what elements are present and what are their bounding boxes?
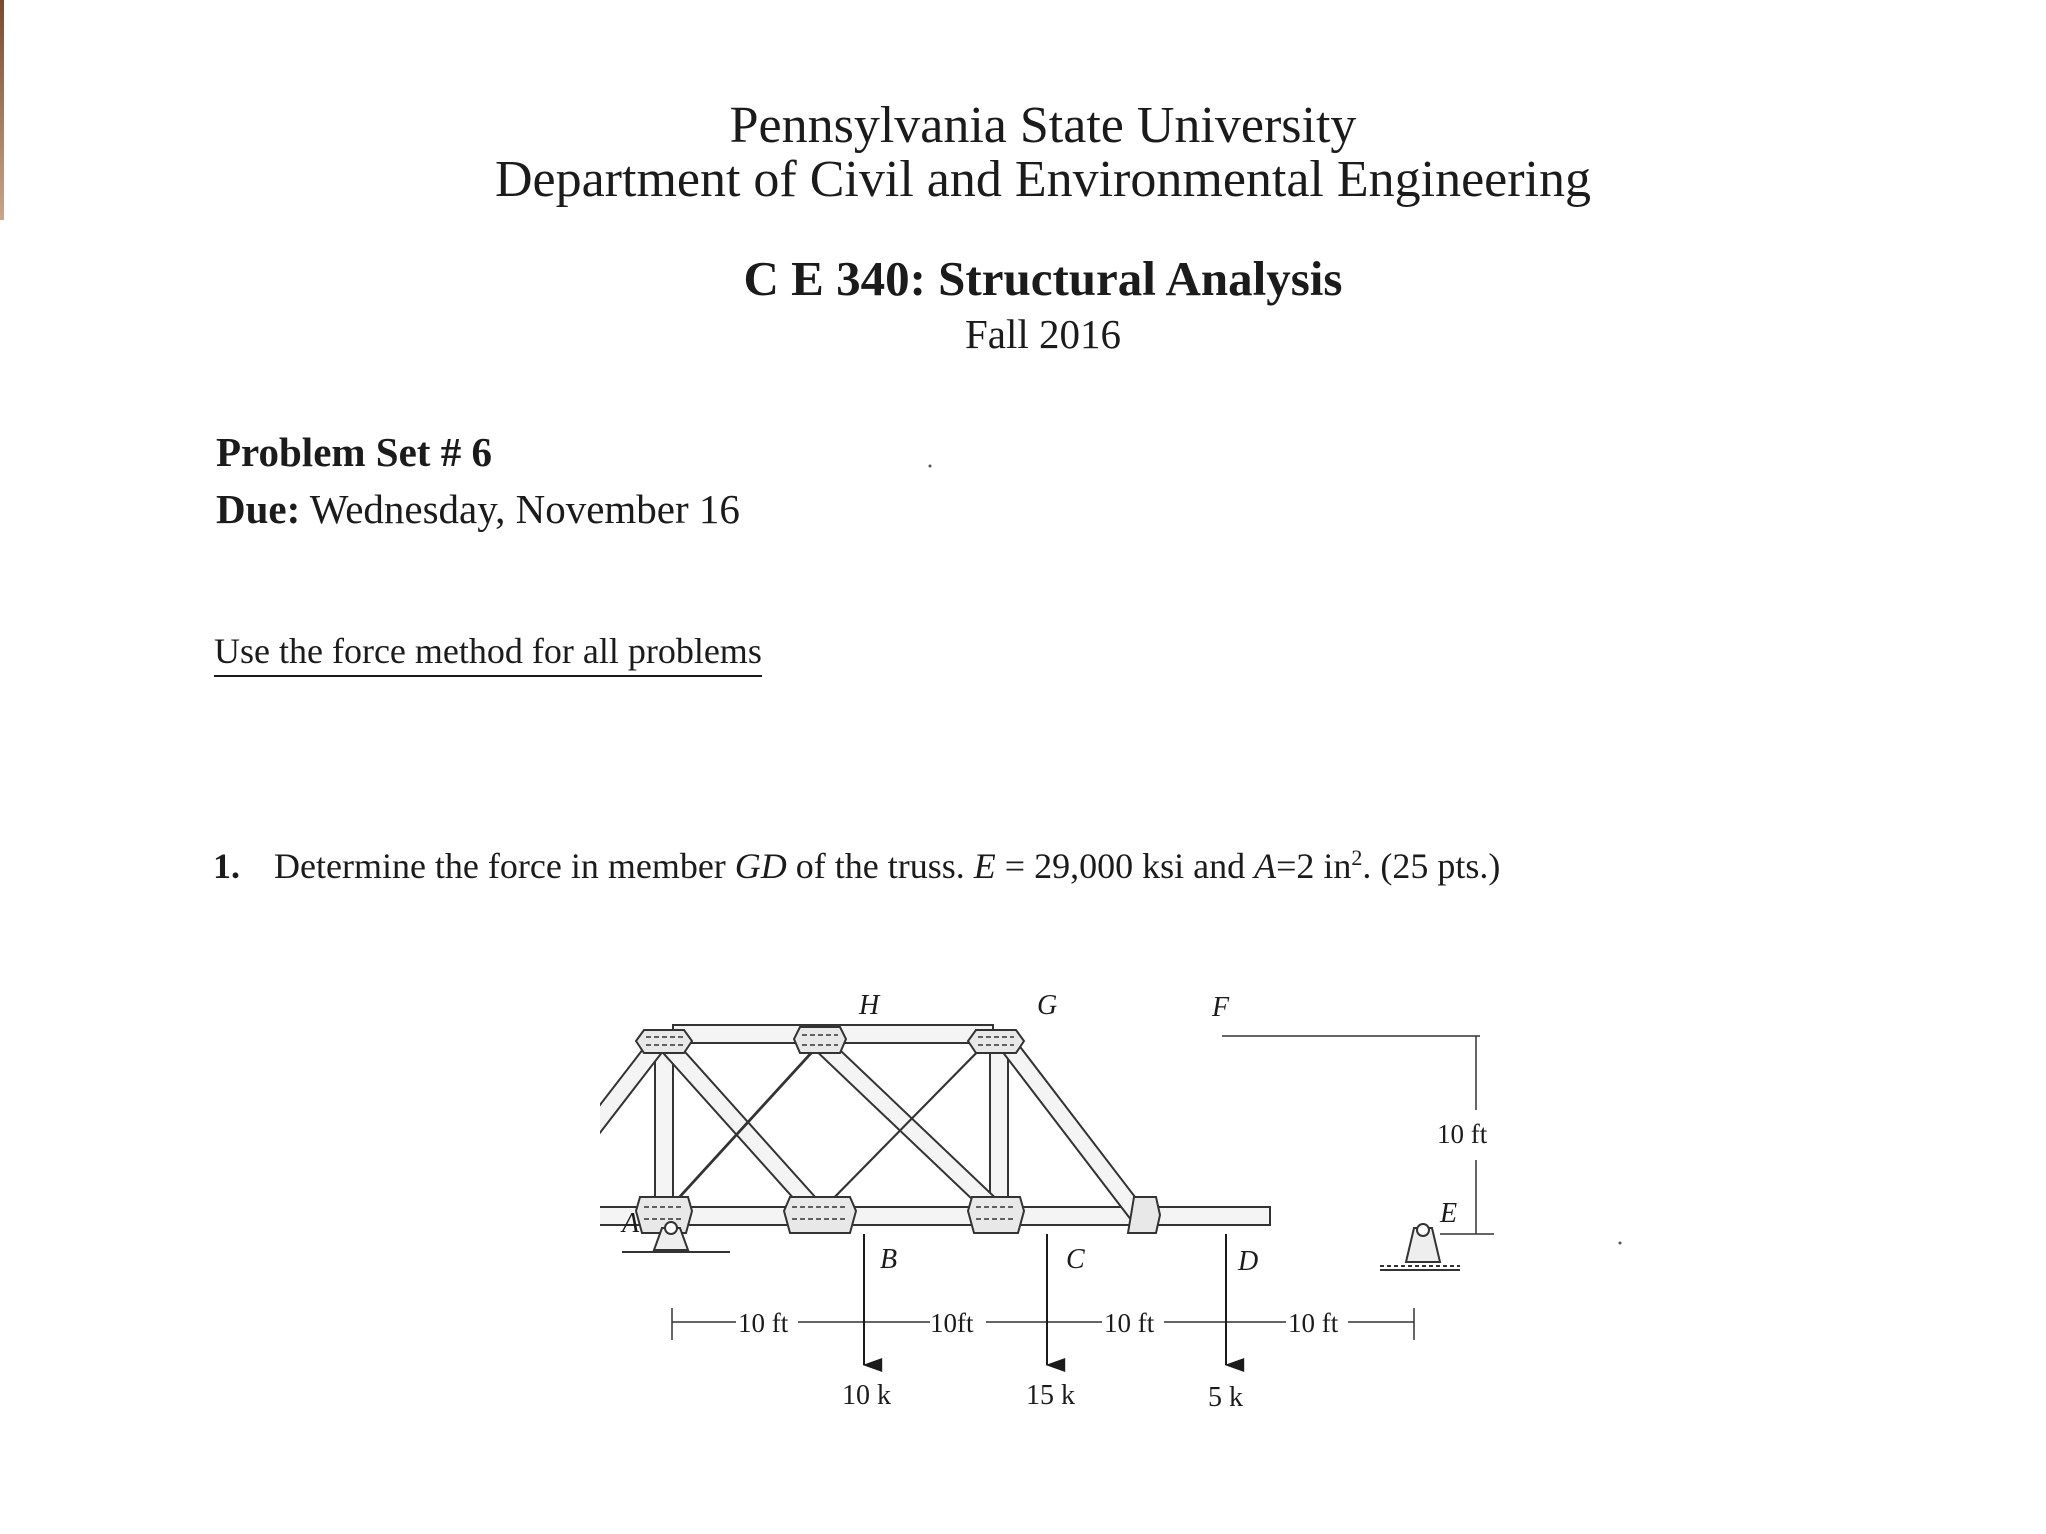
- exponent: 2: [1351, 845, 1363, 870]
- department-title: Department of Civil and Environmental Engineering: [494, 151, 1592, 208]
- question-text-part: = 29,000 ksi and: [995, 846, 1255, 886]
- problem-set-title: Problem Set # 6: [216, 429, 492, 475]
- university-title: Pennsylvania State University: [729, 97, 1357, 154]
- term-label: Fall 2016: [964, 311, 1122, 357]
- course-title: C E 340: Structural Analysis: [743, 251, 1343, 306]
- span-3-label: 10 ft: [1104, 1308, 1155, 1338]
- node-H-label: H: [859, 990, 880, 1021]
- node-C-label: C: [1066, 1244, 1085, 1275]
- question-number: 1.: [213, 846, 240, 886]
- due-value: Wednesday, November 16: [309, 486, 740, 532]
- member-HC: [656, 1033, 825, 1220]
- gusset-B: [636, 1197, 692, 1233]
- question-text-part: =2 in: [1276, 846, 1352, 886]
- question-text-part: of the truss.: [786, 846, 974, 886]
- gusset-G: [794, 1027, 846, 1053]
- node-A-label: A: [622, 1208, 640, 1239]
- load-D-label: 5 k: [1208, 1382, 1243, 1413]
- gusset-F: [968, 1030, 1024, 1053]
- due-date: [216, 485, 740, 533]
- member-FE: [995, 1031, 1148, 1225]
- node-B-label: B: [880, 1244, 898, 1275]
- node-F-label: F: [1212, 992, 1230, 1023]
- node-E-label: E: [1440, 1198, 1458, 1229]
- node-D-label: D: [1238, 1246, 1259, 1277]
- node-G-label: G: [1037, 990, 1058, 1021]
- truss-diagram: [600, 975, 1500, 1435]
- truss-members: [600, 1025, 1270, 1226]
- gusset-H: [636, 1030, 692, 1053]
- height-label: 10 ft: [1437, 1119, 1488, 1149]
- speck: [929, 465, 932, 468]
- member-bottom-chord: [600, 1207, 1270, 1225]
- load-B-label: 10 k: [842, 1380, 891, 1411]
- gusset-C: [784, 1197, 856, 1233]
- span-4-label: 10 ft: [1288, 1308, 1339, 1338]
- gusset-E: [1128, 1197, 1160, 1233]
- member-label: GD: [734, 846, 787, 886]
- load-C-label: 15 k: [1026, 1380, 1075, 1411]
- area-symbol: A: [1254, 846, 1277, 886]
- speck: [1619, 1242, 1622, 1245]
- span-1-label: 10 ft: [738, 1308, 789, 1338]
- gusset-D: [968, 1197, 1024, 1233]
- question-1: [213, 845, 1500, 887]
- instruction-note: Use the force method for all problems: [214, 630, 762, 677]
- question-text-part: Determine the force in member: [274, 846, 735, 886]
- member-FD: [990, 1035, 1008, 1215]
- modulus-symbol: E: [973, 846, 996, 886]
- span-2-label: 10ft: [930, 1308, 974, 1338]
- question-text-part: . (25 pts.): [1362, 846, 1501, 886]
- due-label: Due:: [216, 486, 301, 532]
